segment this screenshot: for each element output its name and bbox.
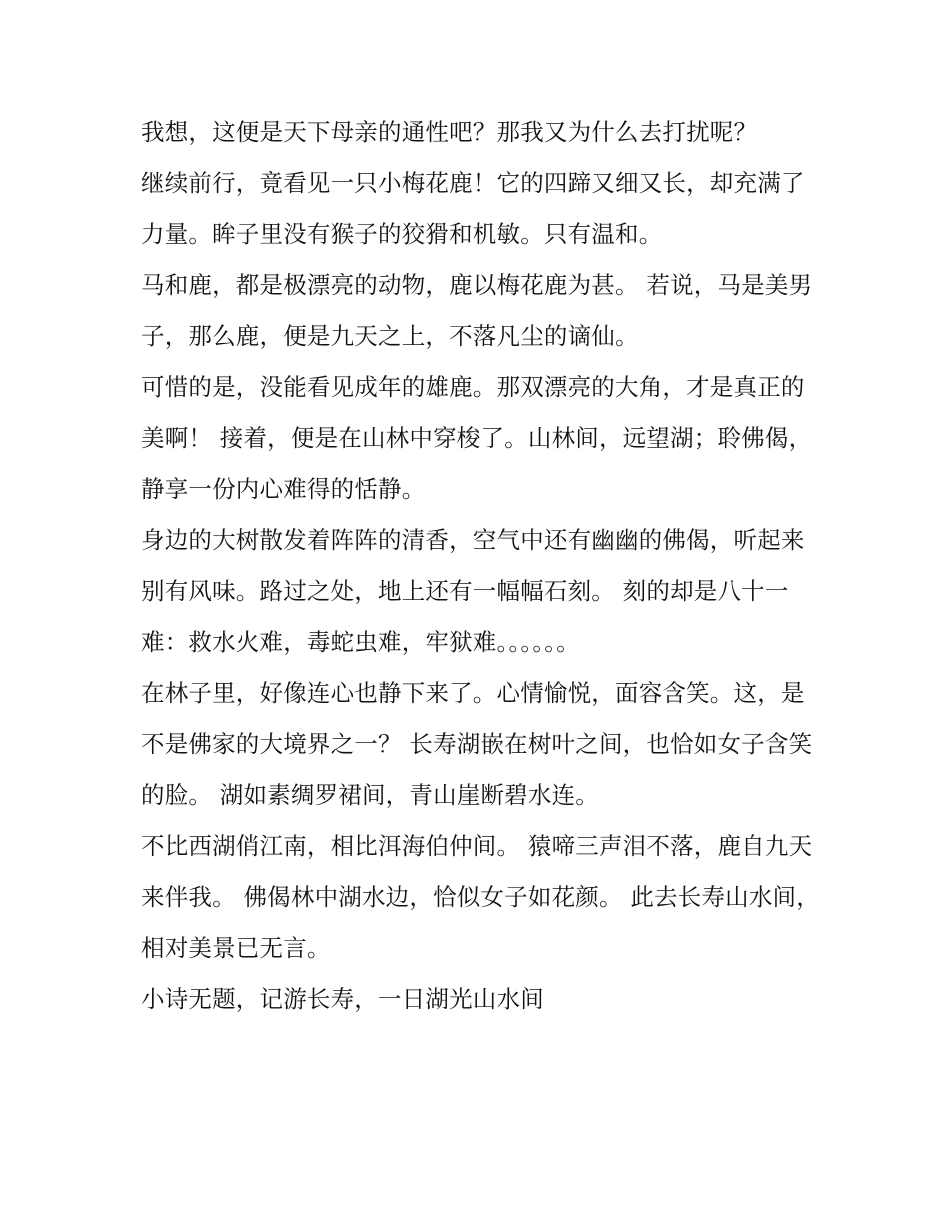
paragraph-8: 小诗无题，记游长寿，一日湖光山水间 <box>141 985 544 1013</box>
paragraph-2: 继续前行，竟看见一只小梅花鹿！它的四蹄又细又长，却充满了力量。眸子里没有猴子的狡猾和机敏。只有温和。 <box>141 169 805 248</box>
paragraph-4: 可惜的是，没能看见成年的雄鹿。那双漂亮的大角，才是真正的美啊！ 接着，便是在山林中穿梭了。山林间，远望湖；聆佛偈，静享一份内心难得的恬静。 <box>141 373 813 503</box>
document-body <box>141 107 821 1025</box>
paragraph-5: 身边的大树散发着阵阵的清香，空气中还有幽幽的佛偈，听起来别有风味。路过之处，地上还有一幅幅石刻。 刻的却是八十一难：救水火难，毒蛇虫难，牢狱难。。。。。。 <box>141 526 805 656</box>
paragraph-1: 我想，这便是天下母亲的通性吧？那我又为什么去打扰呢？ <box>141 118 758 146</box>
paragraph-7: 不比西湖俏江南，相比洱海伯仲间。 猿啼三声泪不落，鹿自九天来伴我。 佛偈林中湖水边，恰似女子如花颜。 此去长寿山水间，相对美景已无言。 <box>141 832 820 962</box>
paragraph-3: 马和鹿，都是极漂亮的动物，鹿以梅花鹿为甚。 若说，马是美男子，那么鹿，便是九天之上，不落凡尘的谪仙。 <box>141 271 813 350</box>
paragraph-6: 在林子里，好像连心也静下来了。心情愉悦，面容含笑。这，是不是佛家的大境界之一？ 长寿湖嵌在树叶之间，也恰如女子含笑的脸。 湖如素绸罗裙间，青山崖断碧水连。 <box>141 679 813 809</box>
